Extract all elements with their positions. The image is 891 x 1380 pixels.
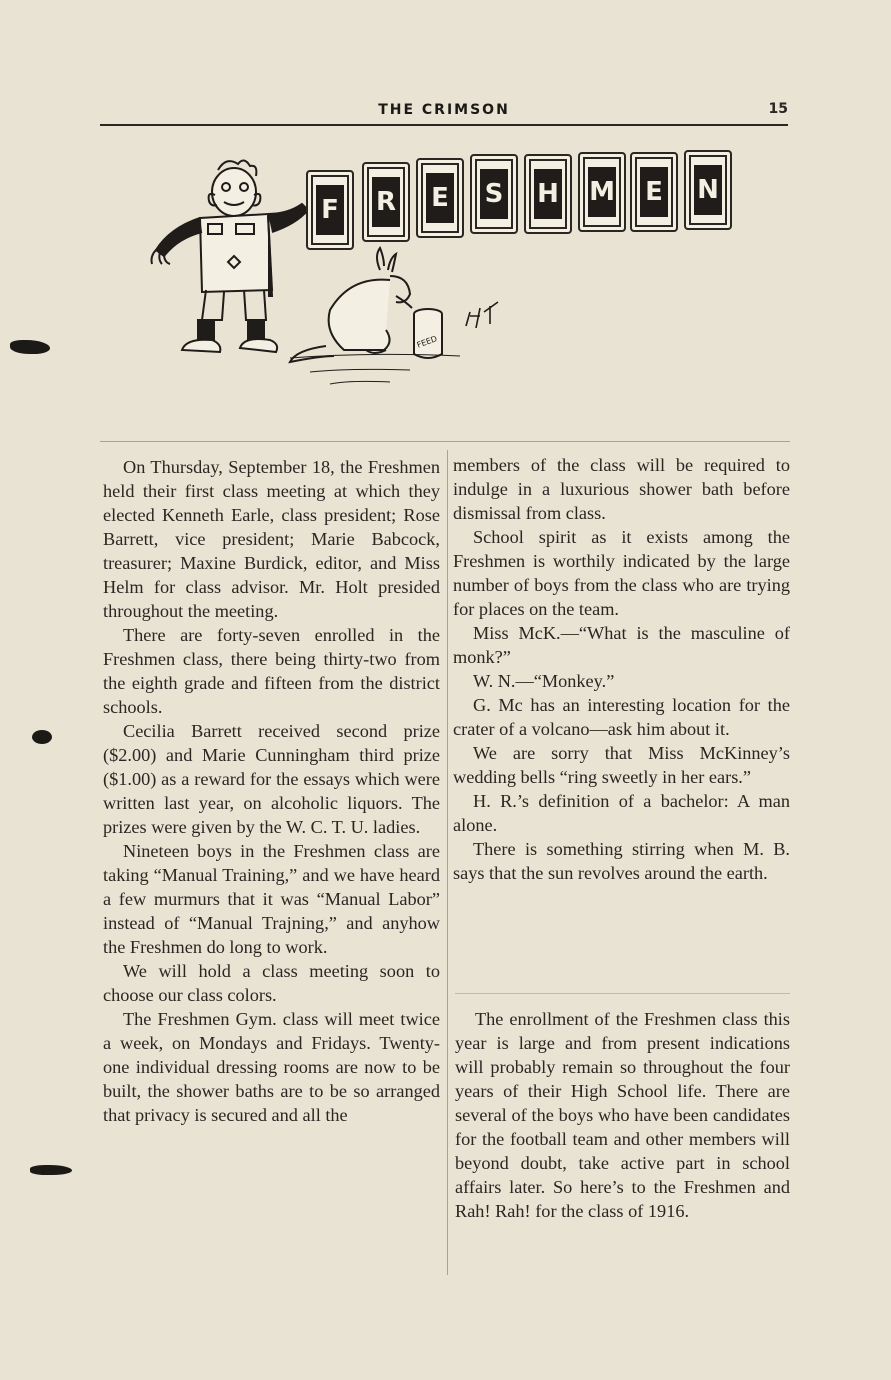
banner-letter-f: F	[306, 170, 354, 250]
closing-paragraph-block	[455, 1007, 790, 1223]
ink-blot	[10, 340, 50, 354]
paragraph: Miss McK.—“What is the masculine of monk?”	[453, 623, 790, 667]
paragraph: There are forty-seven enrolled in the Freshmen class, there being thirty-two from the eighth grade and fifteen from the district schools.	[103, 625, 440, 717]
section-divider	[100, 441, 790, 442]
freshmen-banner-illustration	[140, 140, 760, 410]
paragraph: There is something stirring when M. B. says that the sun revolves around the earth.	[453, 839, 790, 883]
right-column	[453, 453, 790, 885]
left-column	[103, 455, 440, 1127]
column-divider	[447, 450, 448, 1275]
feed-can-label: FEED	[415, 334, 439, 350]
header-rule	[100, 124, 788, 126]
paragraph: School spirit as it exists among the Freshmen is worthily indicated by the large number of boys from the class who are trying for places on the team.	[453, 527, 790, 619]
banner-letter-s: S	[470, 154, 518, 234]
banner-letter-n: N	[684, 150, 732, 230]
paragraph: Cecilia Barrett received second prize ($2.00) and Marie Cunningham third prize ($1.00) as a reward for the essays which were written last year, on alcoholic liquors. The prizes were given by the W. C. T. U. ladies.	[103, 721, 440, 837]
ink-blot	[32, 730, 52, 744]
cartoon-rabbit	[290, 248, 412, 362]
running-head	[100, 100, 788, 122]
paragraph: W. N.—“Monkey.”	[473, 671, 615, 691]
page-number: 15	[768, 101, 788, 117]
paragraph: G. Mc has an interesting location for the crater of a volcano—ask him about it.	[453, 695, 790, 739]
banner-letter-e: E	[416, 158, 464, 238]
ground-lines	[290, 354, 460, 384]
feed-can-drawing	[414, 309, 442, 358]
running-title: THE CRIMSON	[378, 102, 510, 118]
paragraph: The Freshmen Gym. class will meet twice a week, on Mondays and Fridays. Twenty-one individual dressing rooms are now to be built, the shower baths are to be so arranged that privacy is secured and all the	[103, 1009, 440, 1125]
banner-letter-r: R	[362, 162, 410, 242]
banner-letter-e-2: E	[630, 152, 678, 232]
cartoon-boy	[152, 160, 309, 352]
paragraph: The enrollment of the Freshmen class this year is large and from present indications will probably remain so throughout the four years of their High School life. There are several of the boys who have been candidates for the football team and other members will beyond doubt, take active part in school affairs later. So here’s to the Freshmen and Rah! Rah! for the class of 1916.	[455, 1009, 790, 1221]
paragraph: On Thursday, September 18, the Freshmen held their first class meeting at which they elected Kenneth Earle, class president; Rose Barrett, vice president; Marie Babcock, treasurer; Maxine Burdick, editor, and Miss Helm for class advisor. Mr. Holt presided throughout the meeting.	[103, 457, 440, 621]
artist-signature	[466, 302, 498, 328]
paragraph: We will hold a class meeting soon to choose our class colors.	[103, 961, 440, 1005]
paragraph-continuation: members of the class will be required to indulge in a luxurious shower bath before dismissal from class.	[453, 455, 790, 523]
paragraph: Nineteen boys in the Freshmen class are taking “Manual Training,” and we have heard a few murmurs that it was “Manual Labor” instead of “Manual Trajning,” and anyhow the Freshmen do long to work.	[103, 841, 440, 957]
right-column-divider	[455, 993, 790, 994]
banner-letter-h: H	[524, 154, 572, 234]
paragraph: H. R.’s definition of a bachelor: A man alone.	[453, 791, 790, 835]
banner-letter-m: M	[578, 152, 626, 232]
ink-blot	[30, 1165, 72, 1175]
paragraph: We are sorry that Miss McKinney’s wedding bells “ring sweetly in her ears.”	[453, 743, 790, 787]
